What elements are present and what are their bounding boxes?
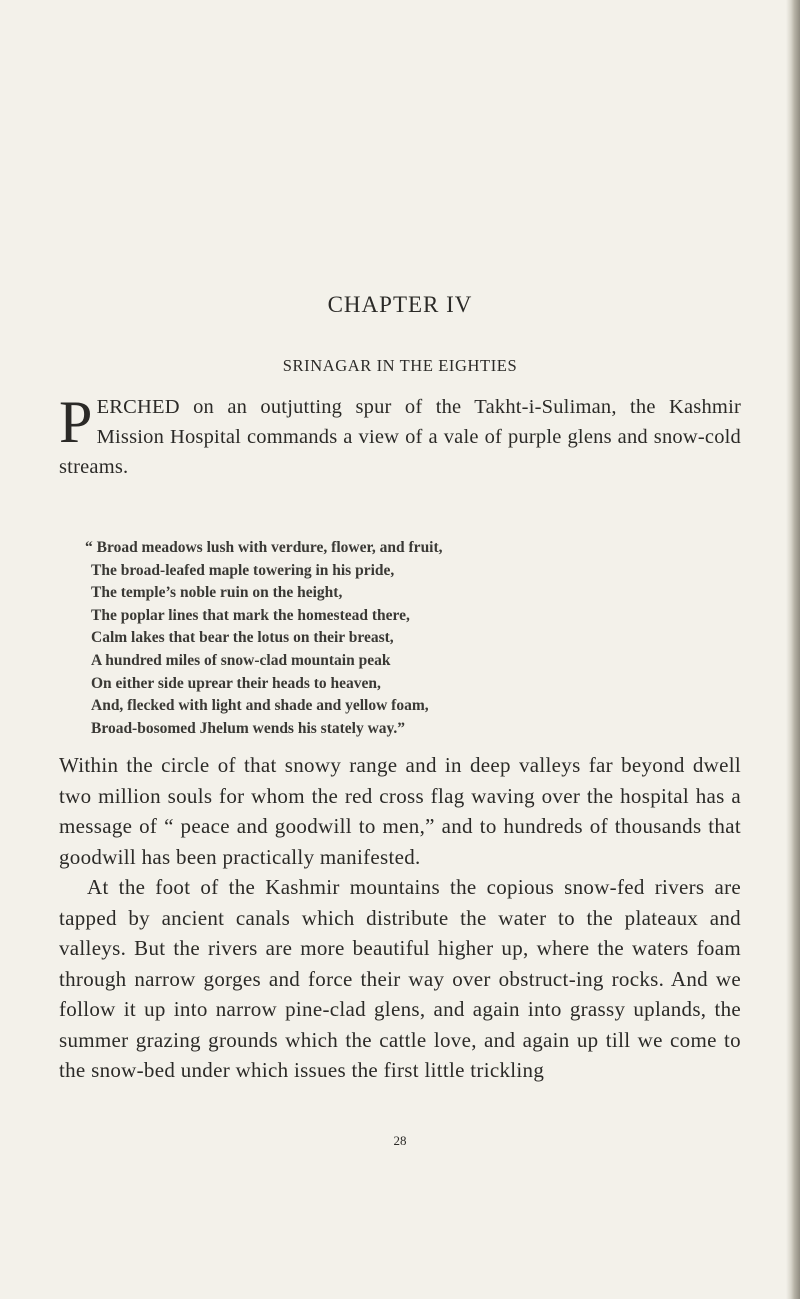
poem-line: The poplar lines that mark the homestead there, [91, 606, 410, 624]
chapter-heading: CHAPTER IV [327, 292, 473, 317]
poem-line: Broad-bosomed Jhelum wends his stately way.” [91, 719, 406, 737]
chapter-subtitle: SRINAGAR IN THE EIGHTIES [282, 356, 518, 375]
page-number: 28 [393, 1133, 407, 1148]
drop-cap: P [59, 389, 93, 455]
poem-line: The temple’s noble ruin on the height, [91, 584, 343, 602]
body-paragraph: At the foot of the Kashmir mountains the copious snow-fed rivers are tapped by ancient canals which distribute the water to the plateaux and valleys. But the rivers are more beautiful higher up, where the waters foam through narrow gorges and force their way over obstruct-ing rocks. And we follow it up into narrow pine-clad glens, and again into grassy uplands, the summer grazing grounds which the cattle love, and again up till we come to the snow-bed under which issues the first little trickling [59, 875, 741, 1082]
poem-line: A hundred miles of snow-clad mountain peak [91, 651, 391, 669]
opening-text: ERCHED on an outjutting spur of the Takht-i-Suliman, the Kashmir Mission Hospital commands a view of a vale of purple glens and snow-cold streams. [59, 396, 741, 478]
poem-line: The broad-leafed maple towering in his pride, [91, 561, 395, 579]
body-text [59, 750, 741, 1086]
page-edge-shadow [786, 0, 800, 1299]
poem-line: On either side uprear their heads to heaven, [91, 674, 381, 692]
opening-paragraph [59, 389, 741, 482]
poem-block [85, 537, 725, 740]
body-paragraph: Within the circle of that snowy range and in deep valleys far beyond dwell two million souls for whom the red cross flag waving over the hospital has a message of “ peace and goodwill to men,” and to hundreds of thousands that goodwill has been practically manifested. [59, 753, 741, 869]
poem-line: Calm lakes that bear the lotus on their breast, [91, 629, 394, 647]
poem-line: “ Broad meadows lush with verdure, flower, and fruit, [85, 539, 443, 556]
poem-line: And, flecked with light and shade and yellow foam, [91, 697, 429, 715]
